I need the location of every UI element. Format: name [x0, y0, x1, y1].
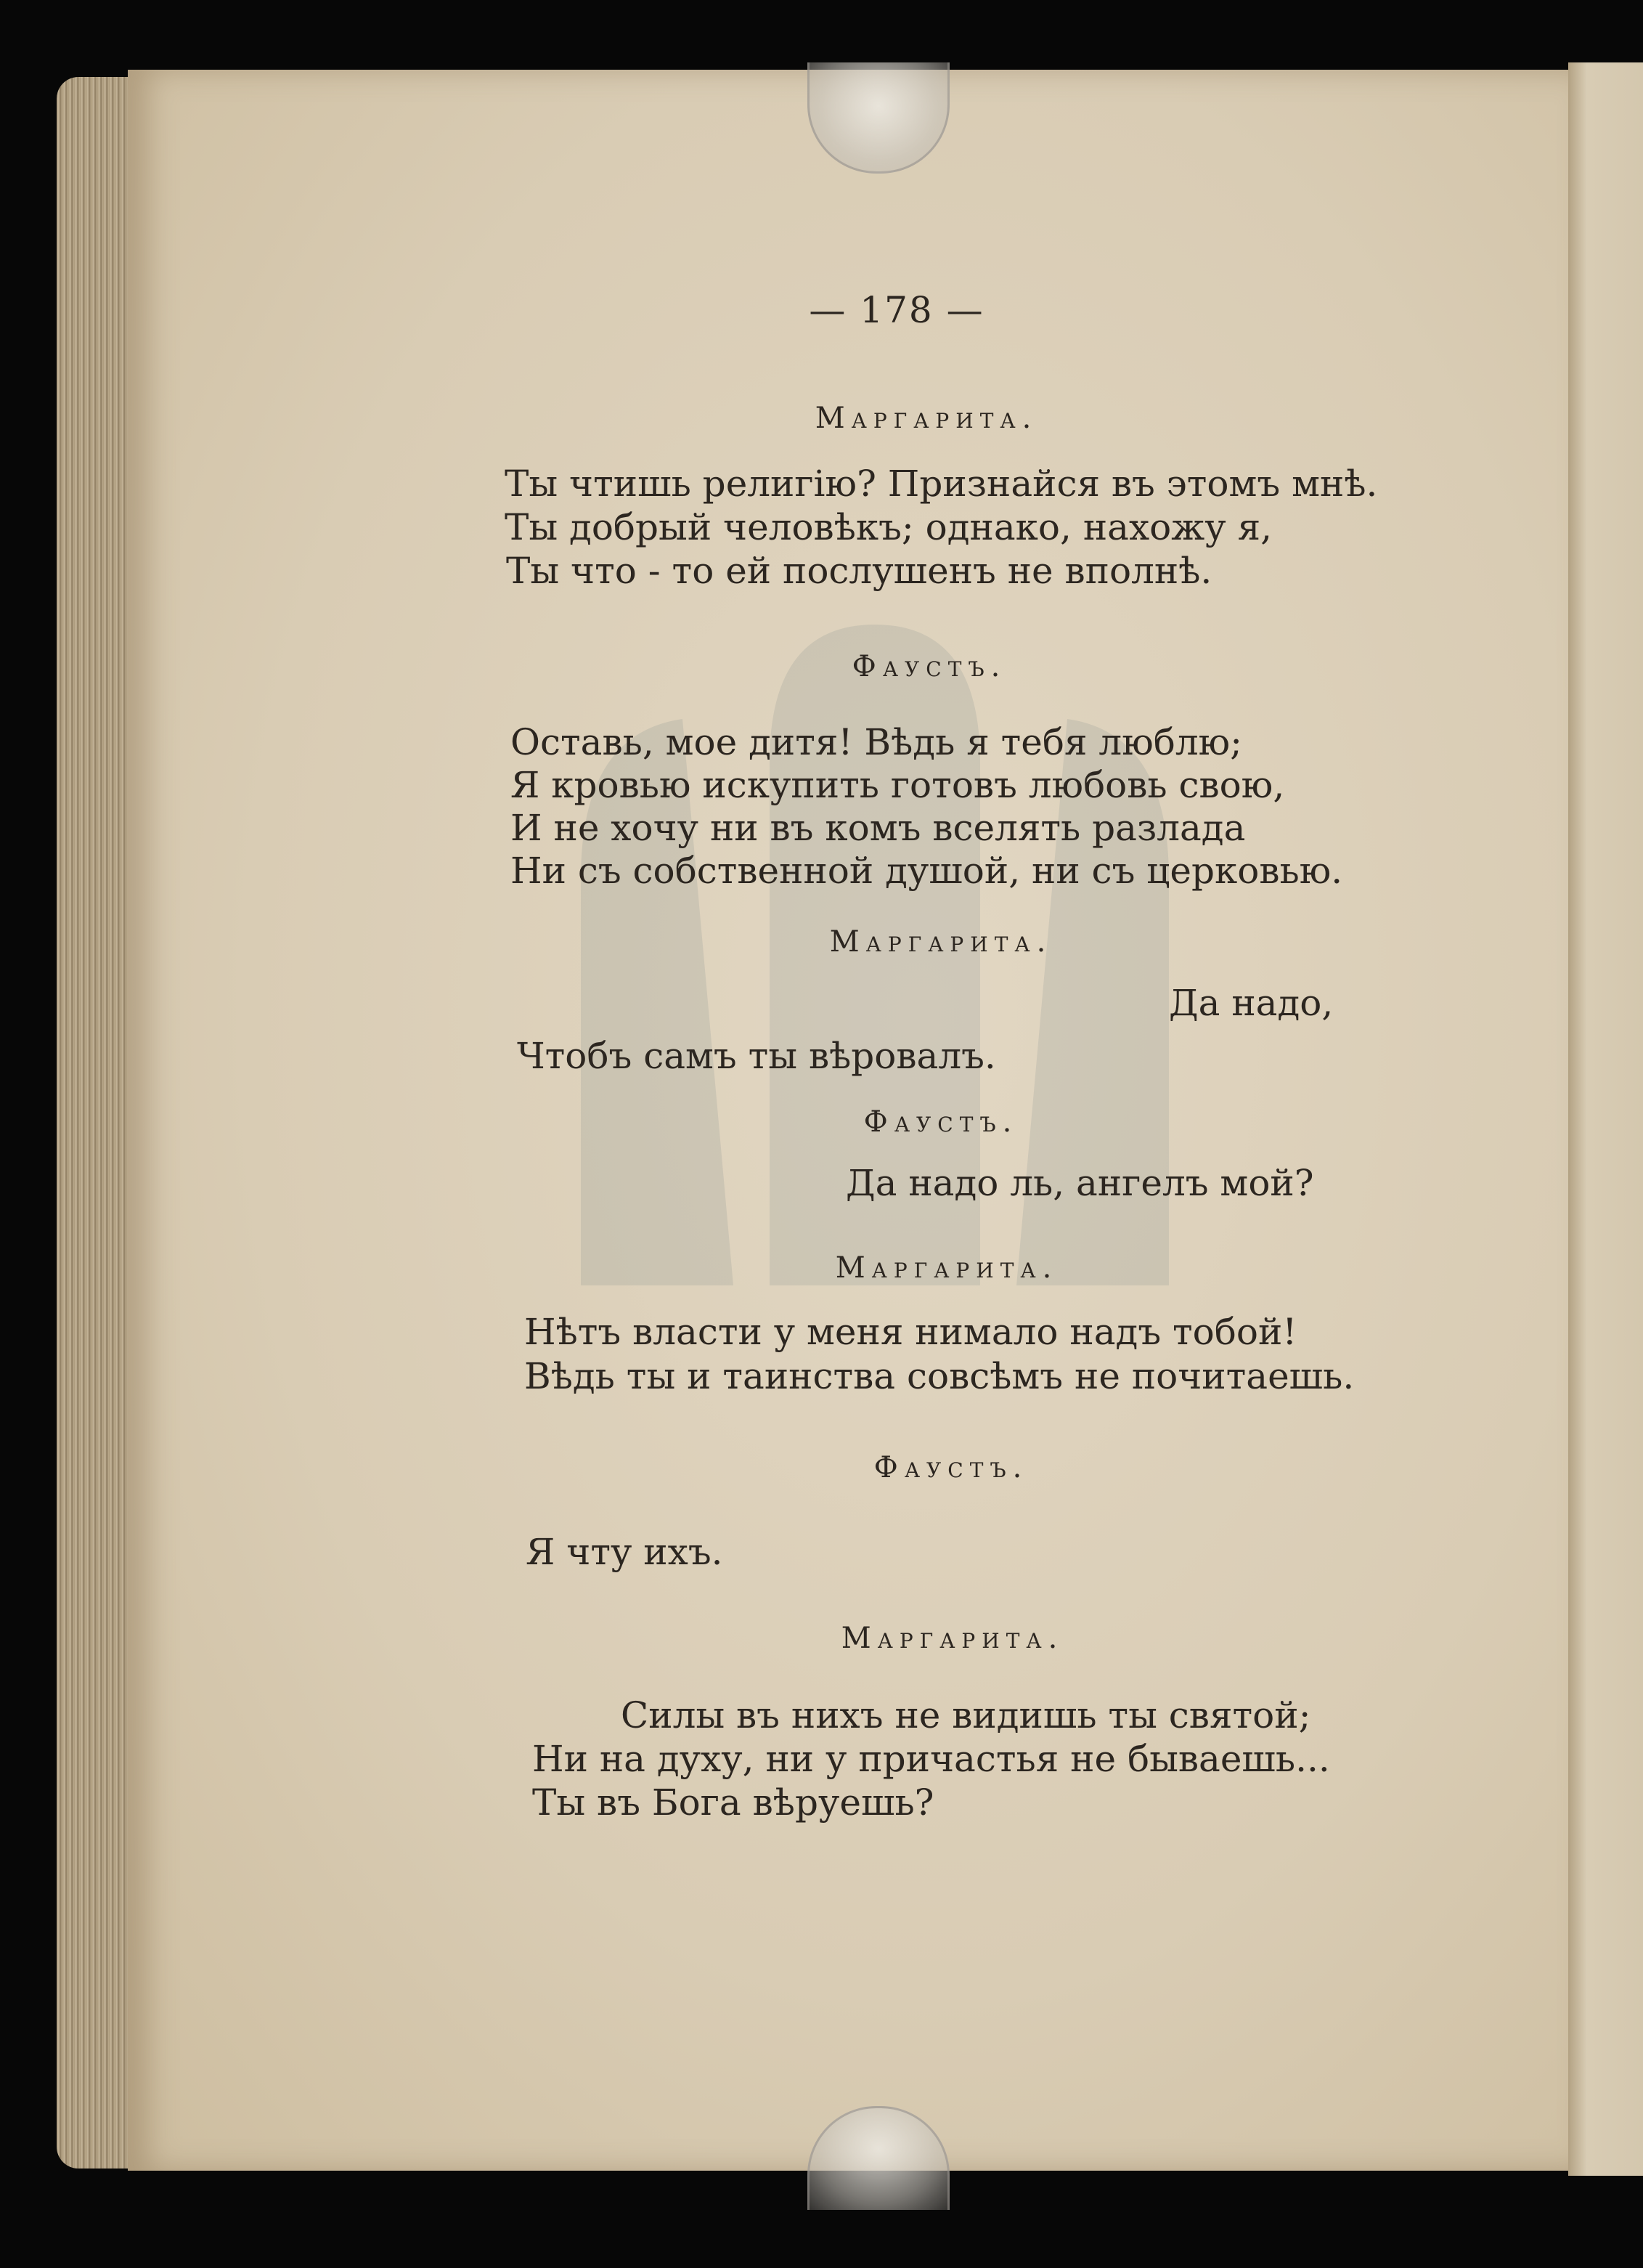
verse-line: Силы въ нихъ не видишь ты святой; — [621, 1694, 1311, 1736]
verse-line: Ты добрый человѣкъ; однако, нахожу я, — [505, 506, 1273, 548]
verse-line: Оставь, мое дитя! Вѣдь я тебя люблю; — [510, 721, 1242, 763]
speaker-heading: Маргарита. — [829, 925, 1053, 959]
verse-line: И не хочу ни въ комъ вселять разлада — [510, 807, 1246, 849]
verse-line: Ни на духу, ни у причастья не бываешь... — [532, 1738, 1330, 1780]
speaker-heading: Фаустъ. — [852, 650, 1007, 683]
verse-line: Чтобъ самъ ты вѣровалъ. — [517, 1035, 996, 1077]
verse-line: Ты въ Бога вѣруешь? — [532, 1781, 934, 1824]
verse-line: Да надо, — [1169, 982, 1334, 1024]
page-number: — 178 — — [809, 289, 984, 331]
speaker-heading: Фаустъ. — [863, 1105, 1019, 1139]
speaker-heading: Маргарита. — [835, 1251, 1059, 1285]
verse-line: Ты чтишь религію? Признайся въ этомъ мнѣ. — [505, 463, 1378, 505]
verse-line: Вѣдь ты и таинства совсѣмъ не почитаешь. — [524, 1355, 1355, 1397]
speaker-heading: Маргарита. — [841, 1622, 1064, 1655]
verse-line: Я кровью искупить готовъ любовь свою, — [510, 764, 1285, 806]
verse-line: Ни съ собственной душой, ни съ церковью. — [510, 850, 1343, 892]
verse-line: Ты что - то ей послушенъ не вполнѣ. — [506, 550, 1212, 592]
verse-line: Я чту ихъ. — [526, 1531, 723, 1573]
speaker-heading: Маргарита. — [815, 402, 1038, 435]
speaker-heading: Фаустъ. — [873, 1451, 1029, 1484]
verse-line: Да надо ль, ангелъ мой? — [846, 1162, 1314, 1204]
verse-line: Нѣтъ власти у меня нимало надъ тобой! — [524, 1311, 1297, 1353]
